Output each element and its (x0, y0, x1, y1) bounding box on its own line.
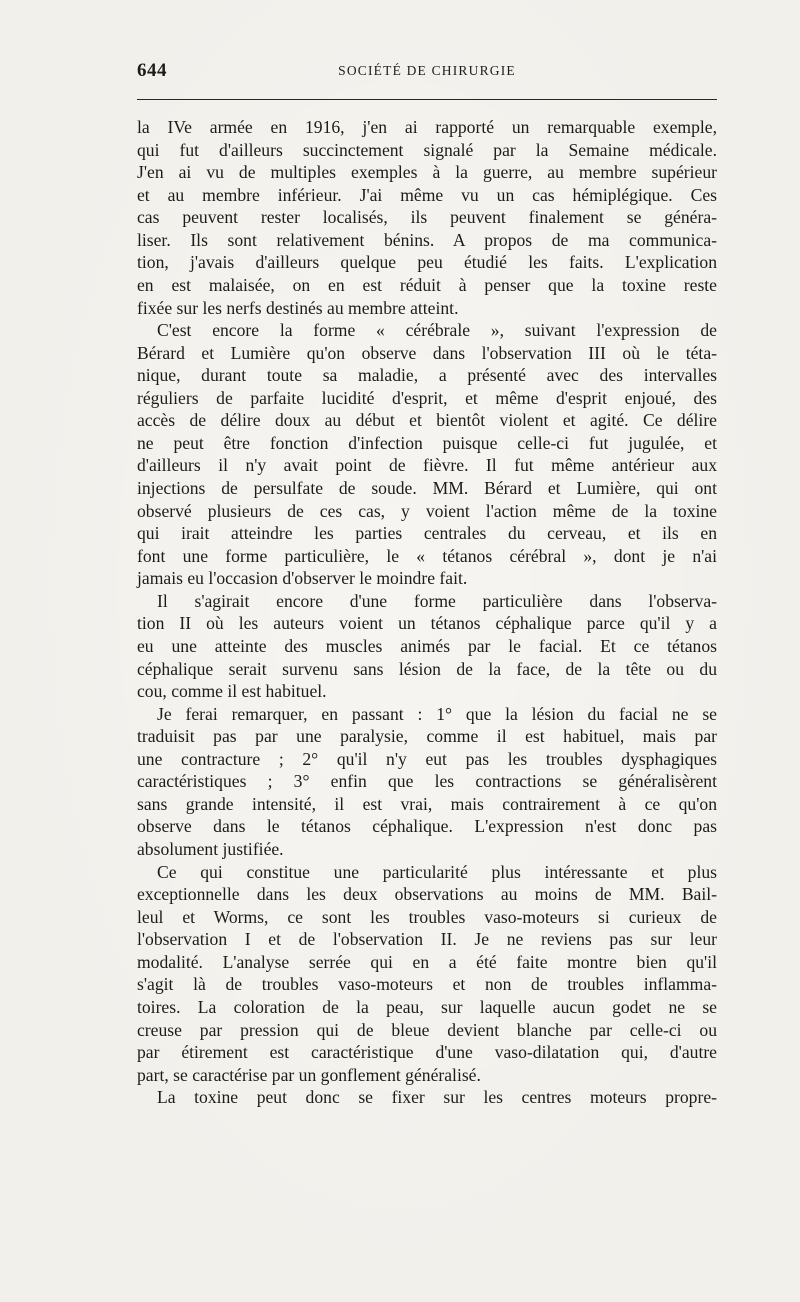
text-line: liser. Ils sont relativement bénins. A propos de ma communica- (137, 229, 717, 250)
paragraph (137, 116, 717, 319)
text-line: s'agit là de troubles vaso-moteurs et non de troubles inflamma- (137, 974, 717, 995)
text-line: et au membre inférieur. J'ai même vu un cas hémiplégique. Ces (137, 184, 717, 205)
text-line: une contracture ; 2° qu'il n'y eut pas les troubles dysphagiques (137, 748, 717, 769)
body-text (137, 116, 717, 1109)
text-line: d'ailleurs il n'y avait point de fièvre. Il fut même antérieur aux (137, 455, 717, 476)
text-line: qui fut d'ailleurs succinctement signalé par la Semaine médicale. (137, 139, 717, 160)
text-line: absolument justifiée. (137, 839, 284, 859)
text-line: nique, durant toute sa maladie, a présenté avec des intervalles (137, 365, 717, 386)
text-line: Ce qui constitue une particularité plus intéressante et plus (157, 861, 717, 882)
text-line: observé plusieurs de ces cas, y voient l'action même de la toxine (137, 500, 717, 521)
paragraph (137, 1086, 717, 1109)
text-line: J'en ai vu de multiples exemples à la guerre, au membre supérieur (137, 162, 717, 183)
text-line: Il s'agirait encore d'une forme particulière dans l'observa- (157, 590, 717, 611)
text-line: Bérard et Lumière qu'on observe dans l'observation III où le téta- (137, 342, 717, 363)
running-head: SOCIÉTÉ DE CHIRURGIE (338, 63, 516, 78)
page-header (137, 60, 717, 86)
text-line: traduisit pas par une paralysie, comme il est habituel, mais par (137, 726, 717, 747)
text-line: tion, j'avais d'ailleurs quelque peu étudié les faits. L'explication (137, 252, 717, 273)
text-line: C'est encore la forme « cérébrale », suivant l'expression de (157, 320, 717, 341)
text-line: exceptionnelle dans les deux observations au moins de MM. Bail- (137, 884, 717, 905)
text-line: ne peut être fonction d'infection puisque celle-ci fut jugulée, et (137, 432, 717, 453)
text-line: cas peuvent rester localisés, ils peuvent finalement se généra- (137, 207, 717, 228)
text-line: toires. La coloration de la peau, sur laquelle aucun godet ne se (137, 996, 717, 1017)
text-line: accès de délire doux au début et bientôt violent et agité. Ce délire (137, 410, 717, 431)
text-line: leul et Worms, ce sont les troubles vaso-moteurs si curieux de (137, 906, 717, 927)
text-line: réguliers de parfaite lucidité d'esprit, et même d'esprit enjoué, des (137, 387, 717, 408)
text-line: part, se caractérise par un gonflement généralisé. (137, 1064, 481, 1085)
text-line: sans grande intensité, il est vrai, mais contrairement à ce qu'on (137, 793, 717, 814)
text-line: céphalique serait survenu sans lésion de la face, de la tête ou du (137, 658, 717, 679)
paragraph (137, 703, 717, 861)
text-line: Je ferai remarquer, en passant : 1° que la lésion du facial ne se (157, 703, 717, 724)
text-line: creuse par pression qui de bleue devient blanche par celle-ci ou (137, 1019, 717, 1040)
page-number: 644 (137, 60, 167, 81)
text-line: font une forme particulière, le « tétanos cérébral », dont je n'ai (137, 545, 717, 566)
text-line: l'observation I et de l'observation II. Je ne reviens pas sur leur (137, 929, 717, 950)
text-line: La toxine peut donc se fixer sur les centres moteurs propre- (157, 1087, 717, 1108)
text-line: modalité. L'analyse serrée qui en a été faite montre bien qu'il (137, 951, 717, 972)
text-line: jamais eu l'occasion d'observer le moindre fait. (137, 568, 468, 589)
text-line: tion II où les auteurs voient un tétanos céphalique parce qu'il y a (137, 613, 717, 634)
text-line: par étirement est caractéristique d'une vaso-dilatation qui, d'autre (137, 1042, 717, 1063)
paragraph (137, 319, 717, 590)
text-line: en est malaisée, on en est réduit à penser que la toxine reste (137, 274, 717, 295)
text-line: la IVe armée en 1916, j'en ai rapporté un remarquable exemple, (137, 117, 717, 137)
text-line: cou, comme il est habituel. (137, 681, 327, 702)
paragraph (137, 590, 717, 703)
text-line: observe dans le tétanos céphalique. L'expression n'est donc pas (137, 816, 717, 837)
text-line: eu une atteinte des muscles animés par le facial. Et ce tétanos (137, 635, 717, 656)
text-line: caractéristiques ; 3° enfin que les contractions se généralisèrent (137, 771, 717, 792)
text-line: qui irait atteindre les parties centrales du cerveau, et ils en (137, 523, 717, 544)
text-line: fixée sur les nerfs destinés au membre atteint. (137, 297, 459, 318)
paragraph (137, 861, 717, 1087)
header-rule (137, 99, 717, 100)
text-line: injections de persulfate de soude. MM. Bérard et Lumière, qui ont (137, 478, 717, 498)
